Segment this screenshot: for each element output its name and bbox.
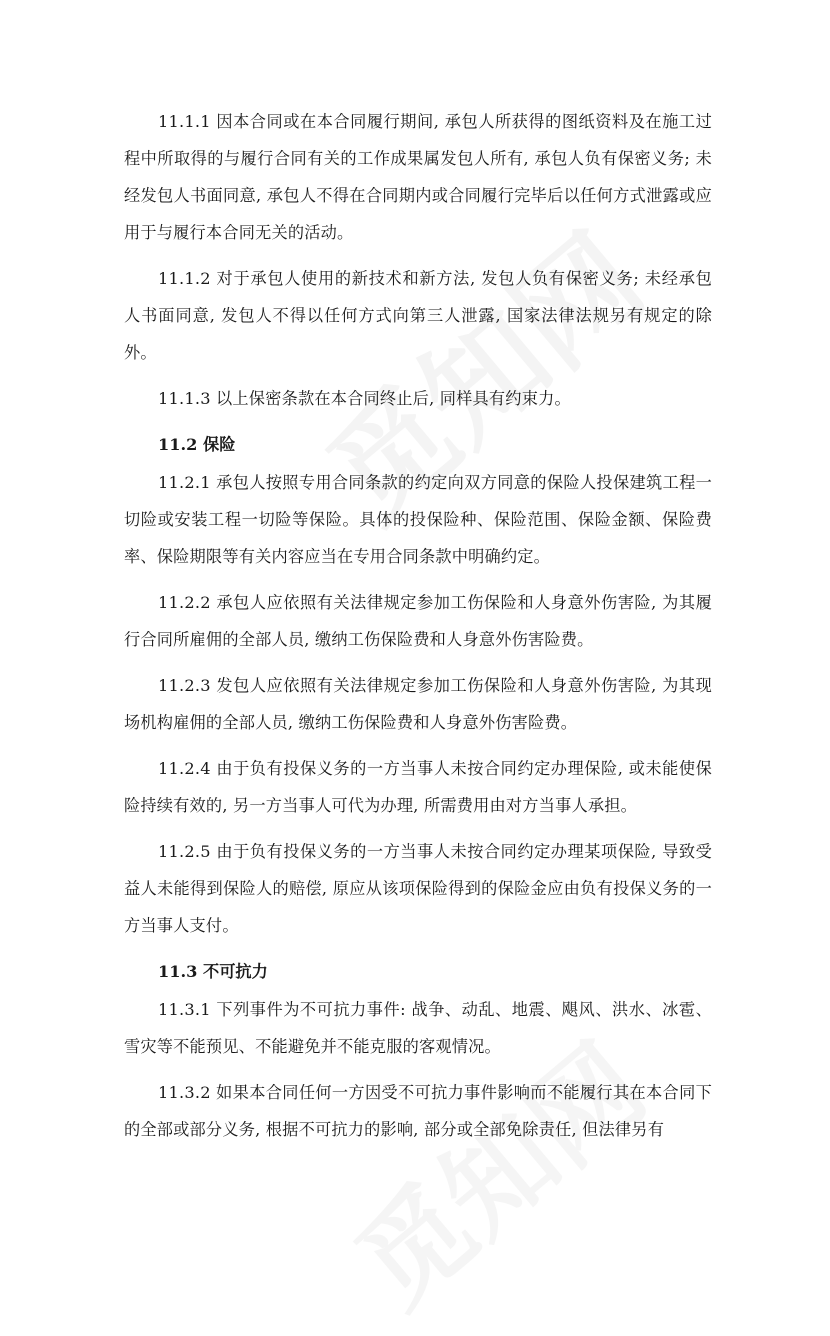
clause-11-2-1: 11.2.1 承包人按照专用合同条款的约定向双方同意的保险人投保建筑工程一切险或安装工程一切险等保险。具体的投保险种、保险范围、保险金额、保险费率、保险期限等有关内容应当在专用合同条款中明确约定。 [124, 473, 712, 566]
clause-11-3-1: 11.3.1 下列事件为不可抗力事件: 战争、动乱、地震、飓风、洪水、冰雹、雪灾等不能预见、不能避免并不能克服的客观情况。 [124, 1000, 712, 1056]
clause-11-1-2: 11.1.2 对于承包人使用的新技术和新方法, 发包人负有保密义务; 未经承包人书面同意, 发包人不得以任何方式向第三人泄露, 国家法律法规另有规定的除外。 [124, 269, 712, 362]
clause-11-2-4: 11.2.4 由于负有投保义务的一方当事人未按合同约定办理保险, 或未能使保险持续有效的, 另一方当事人可代为办理, 所需费用由对方当事人承担。 [124, 759, 712, 815]
clause-11-3-2: 11.3.2 如果本合同任何一方因受不可抗力事件影响而不能履行其在本合同下的全部或部分义务, 根据不可抗力的影响, 部分或全部免除责任, 但法律另有 [124, 1083, 712, 1139]
clause-11-1-3: 11.1.3 以上保密条款在本合同终止后, 同样具有约束力。 [158, 389, 571, 408]
section-heading-insurance: 11.2 保险 [158, 435, 236, 454]
clause-11-2-2: 11.2.2 承包人应依照有关法律规定参加工伤保险和人身意外伤害险, 为其履行合同所雇佣的全部人员, 缴纳工伤保险费和人身意外伤害险费。 [124, 593, 712, 649]
clause-11-2-5: 11.2.5 由于负有投保义务的一方当事人未按合同约定办理某项保险, 导致受益人未能得到保险人的赔偿, 原应从该项保险得到的保险金应由负有投保义务的一方当事人支付。 [124, 842, 712, 935]
document-page [124, 103, 712, 1157]
clause-11-2-3: 11.2.3 发包人应依照有关法律规定参加工伤保险和人身意外伤害险, 为其现场机构雇佣的全部人员, 缴纳工伤保险费和人身意外伤害险费。 [124, 676, 712, 732]
section-heading-force-majeure: 11.3 不可抗力 [158, 962, 268, 981]
clause-11-1-1: 11.1.1 因本合同或在本合同履行期间, 承包人所获得的图纸资料及在施工过程中所取得的与履行合同有关的工作成果属发包人所有, 承包人负有保密义务; 未经发包人书面同意, 承包人不得在合同期内或合同履行完毕后以任何方式泄露或应用于与履行本合同无关的活动。 [124, 112, 712, 242]
